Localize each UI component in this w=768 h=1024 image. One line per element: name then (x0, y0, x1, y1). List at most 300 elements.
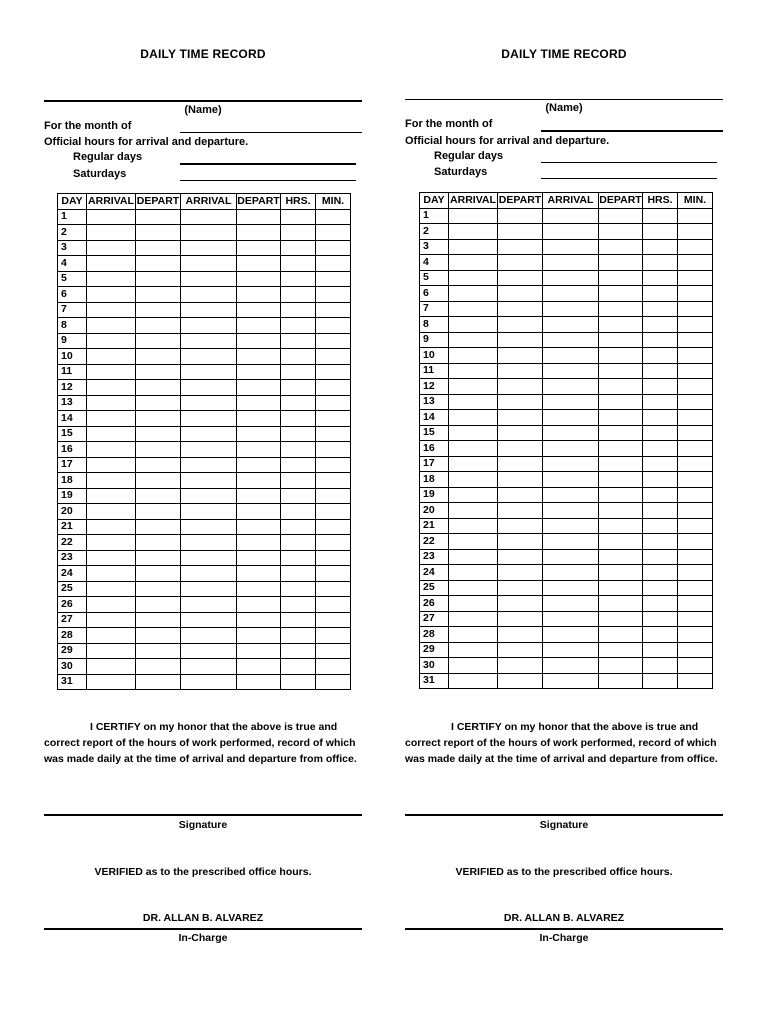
time-entry-cell[interactable] (181, 271, 237, 287)
time-entry-cell[interactable] (87, 364, 136, 380)
time-entry-cell[interactable] (181, 240, 237, 256)
time-entry-cell[interactable] (678, 441, 713, 457)
time-entry-cell[interactable] (316, 380, 351, 396)
time-entry-cell[interactable] (281, 225, 316, 241)
time-entry-cell[interactable] (237, 395, 281, 411)
saturdays-field-line[interactable] (541, 178, 717, 179)
time-entry-cell[interactable] (498, 425, 543, 441)
time-entry-cell[interactable] (678, 518, 713, 534)
time-entry-cell[interactable] (136, 550, 181, 566)
time-entry-cell[interactable] (643, 301, 678, 317)
time-entry-cell[interactable] (237, 411, 281, 427)
time-entry-cell[interactable] (237, 581, 281, 597)
time-entry-cell[interactable] (87, 535, 136, 551)
time-entry-cell[interactable] (281, 504, 316, 520)
time-entry-cell[interactable] (181, 426, 237, 442)
time-entry-cell[interactable] (678, 611, 713, 627)
time-entry-cell[interactable] (498, 580, 543, 596)
time-entry-cell[interactable] (316, 457, 351, 473)
time-entry-cell[interactable] (543, 394, 599, 410)
time-entry-cell[interactable] (599, 332, 643, 348)
time-entry-cell[interactable] (237, 659, 281, 675)
time-entry-cell[interactable] (449, 580, 498, 596)
time-entry-cell[interactable] (498, 658, 543, 674)
time-entry-cell[interactable] (136, 240, 181, 256)
time-entry-cell[interactable] (136, 566, 181, 582)
time-entry-cell[interactable] (281, 318, 316, 334)
time-entry-cell[interactable] (181, 628, 237, 644)
time-entry-cell[interactable] (643, 503, 678, 519)
time-entry-cell[interactable] (136, 674, 181, 690)
time-entry-cell[interactable] (449, 441, 498, 457)
time-entry-cell[interactable] (599, 348, 643, 364)
time-entry-cell[interactable] (498, 332, 543, 348)
time-entry-cell[interactable] (498, 441, 543, 457)
time-entry-cell[interactable] (316, 643, 351, 659)
time-entry-cell[interactable] (599, 425, 643, 441)
time-entry-cell[interactable] (449, 239, 498, 255)
time-entry-cell[interactable] (449, 658, 498, 674)
time-entry-cell[interactable] (181, 333, 237, 349)
time-entry-cell[interactable] (643, 518, 678, 534)
time-entry-cell[interactable] (281, 364, 316, 380)
time-entry-cell[interactable] (449, 255, 498, 271)
time-entry-cell[interactable] (599, 673, 643, 689)
time-entry-cell[interactable] (643, 658, 678, 674)
time-entry-cell[interactable] (181, 550, 237, 566)
time-entry-cell[interactable] (449, 224, 498, 240)
time-entry-cell[interactable] (281, 674, 316, 690)
time-entry-cell[interactable] (281, 395, 316, 411)
time-entry-cell[interactable] (498, 565, 543, 581)
time-entry-cell[interactable] (237, 488, 281, 504)
time-entry-cell[interactable] (281, 411, 316, 427)
time-entry-cell[interactable] (316, 581, 351, 597)
time-entry-cell[interactable] (316, 411, 351, 427)
time-entry-cell[interactable] (449, 627, 498, 643)
time-entry-cell[interactable] (599, 270, 643, 286)
time-entry-cell[interactable] (543, 239, 599, 255)
time-entry-cell[interactable] (181, 581, 237, 597)
time-entry-cell[interactable] (678, 565, 713, 581)
time-entry-cell[interactable] (136, 581, 181, 597)
time-entry-cell[interactable] (678, 596, 713, 612)
time-entry-cell[interactable] (599, 441, 643, 457)
time-entry-cell[interactable] (281, 271, 316, 287)
time-entry-cell[interactable] (543, 673, 599, 689)
name-field-line[interactable] (405, 99, 723, 100)
time-entry-cell[interactable] (237, 426, 281, 442)
time-entry-cell[interactable] (281, 442, 316, 458)
time-entry-cell[interactable] (316, 333, 351, 349)
time-entry-cell[interactable] (316, 395, 351, 411)
time-entry-cell[interactable] (678, 317, 713, 333)
time-entry-cell[interactable] (281, 488, 316, 504)
time-entry-cell[interactable] (281, 256, 316, 272)
time-entry-cell[interactable] (136, 535, 181, 551)
time-entry-cell[interactable] (543, 255, 599, 271)
regular-days-field-line[interactable] (541, 162, 717, 163)
time-entry-cell[interactable] (643, 472, 678, 488)
time-entry-cell[interactable] (449, 379, 498, 395)
time-entry-cell[interactable] (316, 271, 351, 287)
time-entry-cell[interactable] (281, 426, 316, 442)
time-entry-cell[interactable] (643, 317, 678, 333)
time-entry-cell[interactable] (237, 302, 281, 318)
time-entry-cell[interactable] (498, 317, 543, 333)
time-entry-cell[interactable] (599, 286, 643, 302)
time-entry-cell[interactable] (237, 628, 281, 644)
time-entry-cell[interactable] (599, 456, 643, 472)
time-entry-cell[interactable] (678, 348, 713, 364)
time-entry-cell[interactable] (599, 642, 643, 658)
time-entry-cell[interactable] (498, 503, 543, 519)
time-entry-cell[interactable] (599, 549, 643, 565)
time-entry-cell[interactable] (599, 611, 643, 627)
time-entry-cell[interactable] (599, 627, 643, 643)
time-entry-cell[interactable] (599, 472, 643, 488)
time-entry-cell[interactable] (136, 287, 181, 303)
time-entry-cell[interactable] (599, 208, 643, 224)
time-entry-cell[interactable] (316, 426, 351, 442)
time-entry-cell[interactable] (543, 317, 599, 333)
time-entry-cell[interactable] (136, 209, 181, 225)
time-entry-cell[interactable] (316, 287, 351, 303)
regular-days-field-line[interactable] (180, 163, 356, 165)
time-entry-cell[interactable] (543, 534, 599, 550)
time-entry-cell[interactable] (281, 628, 316, 644)
time-entry-cell[interactable] (643, 580, 678, 596)
time-entry-cell[interactable] (87, 318, 136, 334)
time-entry-cell[interactable] (449, 518, 498, 534)
time-entry-cell[interactable] (136, 473, 181, 489)
time-entry-cell[interactable] (498, 224, 543, 240)
time-entry-cell[interactable] (181, 674, 237, 690)
time-entry-cell[interactable] (678, 208, 713, 224)
time-entry-cell[interactable] (136, 659, 181, 675)
time-entry-cell[interactable] (87, 488, 136, 504)
time-entry-cell[interactable] (237, 442, 281, 458)
time-entry-cell[interactable] (316, 349, 351, 365)
time-entry-cell[interactable] (181, 535, 237, 551)
time-entry-cell[interactable] (181, 209, 237, 225)
time-entry-cell[interactable] (643, 673, 678, 689)
time-entry-cell[interactable] (498, 596, 543, 612)
time-entry-cell[interactable] (136, 256, 181, 272)
time-entry-cell[interactable] (136, 628, 181, 644)
time-entry-cell[interactable] (643, 255, 678, 271)
time-entry-cell[interactable] (87, 628, 136, 644)
time-entry-cell[interactable] (281, 581, 316, 597)
time-entry-cell[interactable] (543, 503, 599, 519)
time-entry-cell[interactable] (316, 240, 351, 256)
time-entry-cell[interactable] (237, 240, 281, 256)
time-entry-cell[interactable] (543, 487, 599, 503)
time-entry-cell[interactable] (316, 442, 351, 458)
time-entry-cell[interactable] (643, 441, 678, 457)
time-entry-cell[interactable] (498, 456, 543, 472)
time-entry-cell[interactable] (87, 550, 136, 566)
time-entry-cell[interactable] (449, 286, 498, 302)
time-entry-cell[interactable] (181, 302, 237, 318)
time-entry-cell[interactable] (87, 426, 136, 442)
time-entry-cell[interactable] (543, 425, 599, 441)
time-entry-cell[interactable] (237, 225, 281, 241)
time-entry-cell[interactable] (449, 611, 498, 627)
time-entry-cell[interactable] (543, 549, 599, 565)
time-entry-cell[interactable] (599, 224, 643, 240)
time-entry-cell[interactable] (678, 379, 713, 395)
time-entry-cell[interactable] (281, 550, 316, 566)
time-entry-cell[interactable] (643, 565, 678, 581)
time-entry-cell[interactable] (678, 410, 713, 426)
time-entry-cell[interactable] (87, 659, 136, 675)
month-field-line[interactable] (541, 130, 723, 132)
time-entry-cell[interactable] (281, 302, 316, 318)
time-entry-cell[interactable] (136, 333, 181, 349)
time-entry-cell[interactable] (599, 239, 643, 255)
time-entry-cell[interactable] (237, 364, 281, 380)
time-entry-cell[interactable] (181, 457, 237, 473)
time-entry-cell[interactable] (498, 270, 543, 286)
time-entry-cell[interactable] (316, 535, 351, 551)
time-entry-cell[interactable] (643, 596, 678, 612)
time-entry-cell[interactable] (237, 519, 281, 535)
time-entry-cell[interactable] (543, 270, 599, 286)
time-entry-cell[interactable] (599, 255, 643, 271)
time-entry-cell[interactable] (449, 410, 498, 426)
time-entry-cell[interactable] (678, 503, 713, 519)
time-entry-cell[interactable] (136, 411, 181, 427)
time-entry-cell[interactable] (678, 255, 713, 271)
time-entry-cell[interactable] (136, 519, 181, 535)
time-entry-cell[interactable] (678, 627, 713, 643)
time-entry-cell[interactable] (543, 208, 599, 224)
time-entry-cell[interactable] (543, 363, 599, 379)
time-entry-cell[interactable] (87, 519, 136, 535)
time-entry-cell[interactable] (181, 488, 237, 504)
time-entry-cell[interactable] (498, 518, 543, 534)
time-entry-cell[interactable] (678, 472, 713, 488)
time-entry-cell[interactable] (316, 674, 351, 690)
time-entry-cell[interactable] (498, 255, 543, 271)
time-entry-cell[interactable] (316, 473, 351, 489)
time-entry-cell[interactable] (678, 673, 713, 689)
time-entry-cell[interactable] (281, 457, 316, 473)
time-entry-cell[interactable] (599, 503, 643, 519)
time-entry-cell[interactable] (543, 627, 599, 643)
time-entry-cell[interactable] (543, 301, 599, 317)
time-entry-cell[interactable] (543, 441, 599, 457)
time-entry-cell[interactable] (316, 550, 351, 566)
time-entry-cell[interactable] (181, 659, 237, 675)
time-entry-cell[interactable] (498, 642, 543, 658)
time-entry-cell[interactable] (281, 659, 316, 675)
time-entry-cell[interactable] (599, 363, 643, 379)
time-entry-cell[interactable] (678, 658, 713, 674)
time-entry-cell[interactable] (498, 611, 543, 627)
time-entry-cell[interactable] (449, 332, 498, 348)
time-entry-cell[interactable] (449, 503, 498, 519)
time-entry-cell[interactable] (498, 673, 543, 689)
time-entry-cell[interactable] (449, 456, 498, 472)
time-entry-cell[interactable] (449, 394, 498, 410)
time-entry-cell[interactable] (136, 225, 181, 241)
time-entry-cell[interactable] (498, 627, 543, 643)
time-entry-cell[interactable] (316, 225, 351, 241)
time-entry-cell[interactable] (316, 504, 351, 520)
time-entry-cell[interactable] (643, 456, 678, 472)
time-entry-cell[interactable] (87, 411, 136, 427)
time-entry-cell[interactable] (599, 596, 643, 612)
time-entry-cell[interactable] (643, 642, 678, 658)
time-entry-cell[interactable] (87, 302, 136, 318)
time-entry-cell[interactable] (181, 504, 237, 520)
time-entry-cell[interactable] (498, 348, 543, 364)
time-entry-cell[interactable] (543, 658, 599, 674)
time-entry-cell[interactable] (643, 379, 678, 395)
time-entry-cell[interactable] (136, 380, 181, 396)
time-entry-cell[interactable] (181, 473, 237, 489)
time-entry-cell[interactable] (281, 535, 316, 551)
time-entry-cell[interactable] (678, 239, 713, 255)
time-entry-cell[interactable] (678, 580, 713, 596)
time-entry-cell[interactable] (643, 425, 678, 441)
time-entry-cell[interactable] (543, 456, 599, 472)
time-entry-cell[interactable] (281, 209, 316, 225)
time-entry-cell[interactable] (498, 534, 543, 550)
time-entry-cell[interactable] (87, 240, 136, 256)
time-entry-cell[interactable] (87, 504, 136, 520)
time-entry-cell[interactable] (678, 534, 713, 550)
time-entry-cell[interactable] (599, 410, 643, 426)
time-entry-cell[interactable] (136, 504, 181, 520)
time-entry-cell[interactable] (237, 209, 281, 225)
time-entry-cell[interactable] (678, 487, 713, 503)
time-entry-cell[interactable] (181, 612, 237, 628)
time-entry-cell[interactable] (316, 566, 351, 582)
time-entry-cell[interactable] (136, 426, 181, 442)
time-entry-cell[interactable] (237, 318, 281, 334)
time-entry-cell[interactable] (543, 224, 599, 240)
time-entry-cell[interactable] (678, 224, 713, 240)
time-entry-cell[interactable] (678, 394, 713, 410)
time-entry-cell[interactable] (543, 348, 599, 364)
time-entry-cell[interactable] (87, 612, 136, 628)
time-entry-cell[interactable] (316, 597, 351, 613)
time-entry-cell[interactable] (643, 363, 678, 379)
time-entry-cell[interactable] (87, 256, 136, 272)
time-entry-cell[interactable] (678, 286, 713, 302)
time-entry-cell[interactable] (643, 270, 678, 286)
time-entry-cell[interactable] (87, 349, 136, 365)
time-entry-cell[interactable] (599, 301, 643, 317)
time-entry-cell[interactable] (643, 239, 678, 255)
time-entry-cell[interactable] (449, 549, 498, 565)
time-entry-cell[interactable] (498, 286, 543, 302)
time-entry-cell[interactable] (543, 596, 599, 612)
time-entry-cell[interactable] (237, 271, 281, 287)
time-entry-cell[interactable] (498, 394, 543, 410)
time-entry-cell[interactable] (678, 363, 713, 379)
time-entry-cell[interactable] (87, 473, 136, 489)
time-entry-cell[interactable] (678, 456, 713, 472)
time-entry-cell[interactable] (643, 487, 678, 503)
time-entry-cell[interactable] (599, 317, 643, 333)
time-entry-cell[interactable] (136, 318, 181, 334)
time-entry-cell[interactable] (237, 535, 281, 551)
time-entry-cell[interactable] (599, 565, 643, 581)
name-field-line[interactable] (44, 100, 362, 102)
time-entry-cell[interactable] (449, 673, 498, 689)
time-entry-cell[interactable] (237, 333, 281, 349)
time-entry-cell[interactable] (281, 643, 316, 659)
time-entry-cell[interactable] (316, 612, 351, 628)
time-entry-cell[interactable] (87, 380, 136, 396)
time-entry-cell[interactable] (449, 317, 498, 333)
time-entry-cell[interactable] (87, 225, 136, 241)
time-entry-cell[interactable] (316, 659, 351, 675)
time-entry-cell[interactable] (543, 565, 599, 581)
time-entry-cell[interactable] (237, 380, 281, 396)
time-entry-cell[interactable] (316, 209, 351, 225)
time-entry-cell[interactable] (678, 301, 713, 317)
time-entry-cell[interactable] (181, 597, 237, 613)
time-entry-cell[interactable] (543, 580, 599, 596)
time-entry-cell[interactable] (281, 473, 316, 489)
time-entry-cell[interactable] (237, 550, 281, 566)
time-entry-cell[interactable] (599, 534, 643, 550)
time-entry-cell[interactable] (678, 270, 713, 286)
time-entry-cell[interactable] (281, 612, 316, 628)
time-entry-cell[interactable] (136, 488, 181, 504)
time-entry-cell[interactable] (136, 395, 181, 411)
time-entry-cell[interactable] (543, 410, 599, 426)
time-entry-cell[interactable] (449, 642, 498, 658)
time-entry-cell[interactable] (643, 534, 678, 550)
time-entry-cell[interactable] (543, 642, 599, 658)
time-entry-cell[interactable] (136, 457, 181, 473)
time-entry-cell[interactable] (87, 674, 136, 690)
time-entry-cell[interactable] (599, 658, 643, 674)
time-entry-cell[interactable] (449, 301, 498, 317)
time-entry-cell[interactable] (281, 240, 316, 256)
time-entry-cell[interactable] (237, 612, 281, 628)
time-entry-cell[interactable] (87, 643, 136, 659)
signature-line[interactable] (405, 814, 723, 816)
time-entry-cell[interactable] (543, 332, 599, 348)
time-entry-cell[interactable] (237, 473, 281, 489)
time-entry-cell[interactable] (87, 333, 136, 349)
time-entry-cell[interactable] (449, 565, 498, 581)
month-field-line[interactable] (180, 132, 362, 133)
time-entry-cell[interactable] (87, 442, 136, 458)
time-entry-cell[interactable] (181, 411, 237, 427)
time-entry-cell[interactable] (87, 566, 136, 582)
time-entry-cell[interactable] (136, 271, 181, 287)
time-entry-cell[interactable] (449, 425, 498, 441)
time-entry-cell[interactable] (136, 364, 181, 380)
time-entry-cell[interactable] (449, 472, 498, 488)
time-entry-cell[interactable] (237, 287, 281, 303)
time-entry-cell[interactable] (498, 379, 543, 395)
time-entry-cell[interactable] (87, 209, 136, 225)
time-entry-cell[interactable] (498, 301, 543, 317)
time-entry-cell[interactable] (449, 270, 498, 286)
time-entry-cell[interactable] (599, 518, 643, 534)
time-entry-cell[interactable] (87, 287, 136, 303)
time-entry-cell[interactable] (599, 394, 643, 410)
